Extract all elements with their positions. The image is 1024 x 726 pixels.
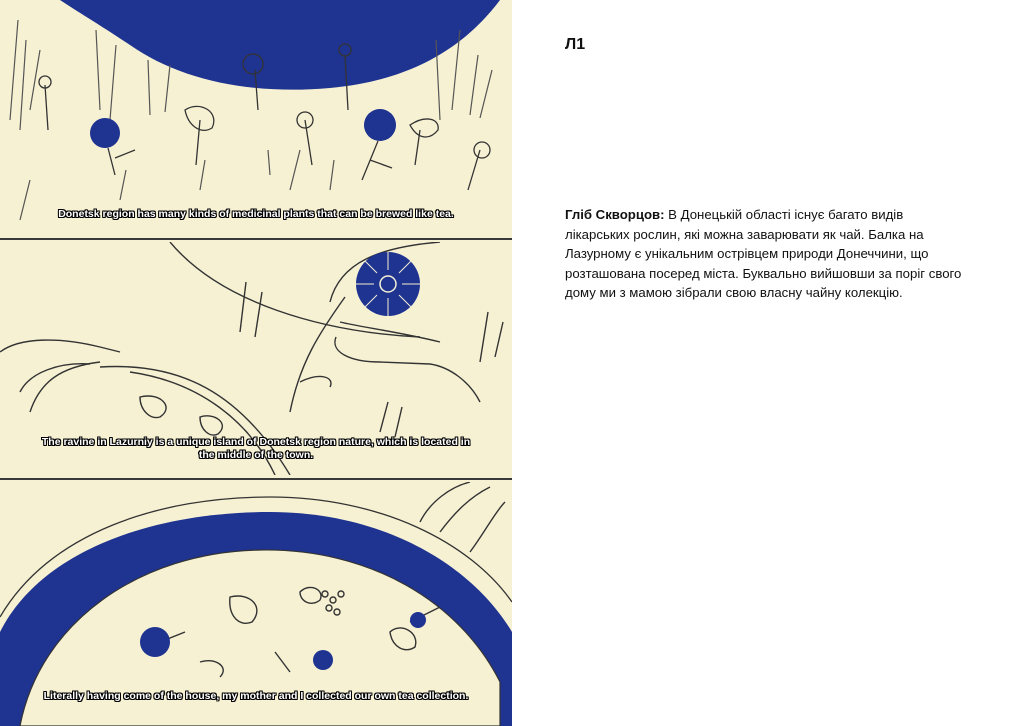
speaker-name: Гліб Скворцов:	[565, 207, 665, 222]
page-label: Л1	[565, 36, 586, 53]
narrative-text	[565, 205, 965, 303]
panel-1-meadow	[0, 0, 512, 236]
narrative-body: В Донецькій області існує багато видів лікарських рослин, які можна заварювати як чай. Балка на Лазурному є унікальним острівцем природи Донеччини, що розташована посеред міста. Буквально вийшовши за поріг свого дому ми з мамою зібрали свою власну чайну колекцію.	[565, 207, 962, 300]
panel-2-caption: The ravine in Lazurniy is a unique island of Donetsk region nature, which is located in the middle of the town.	[41, 436, 471, 461]
panel-divider	[0, 238, 512, 240]
panel-3-caption: Literally having come of the house, my mother and I collected our own tea collection.	[43, 690, 469, 702]
panel-divider	[0, 478, 512, 480]
panel-1-caption: Donetsk region has many kinds of medicinal plants that can be brewed like tea.	[58, 208, 454, 220]
meadow-illustration	[0, 0, 512, 236]
